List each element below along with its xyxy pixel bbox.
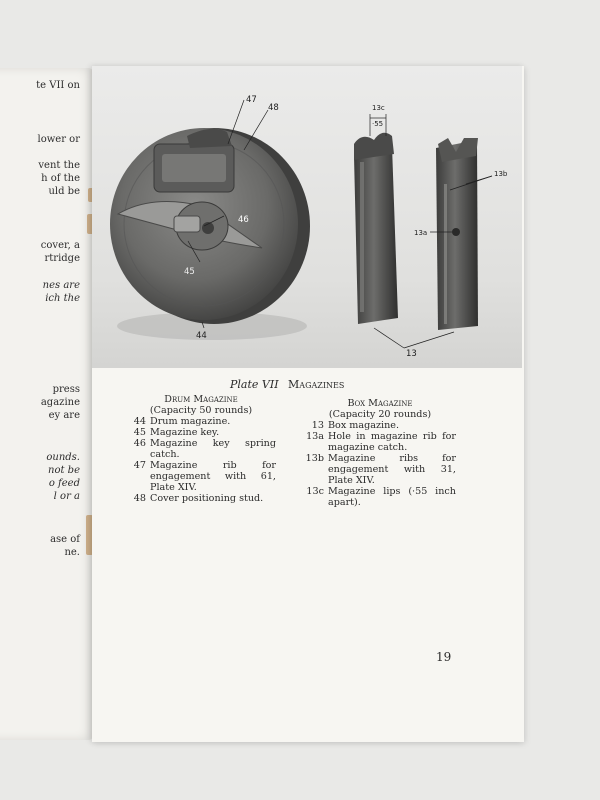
item-description: Magazine lips (·55 inch apart).: [328, 486, 456, 508]
left-page-line: ich the: [45, 293, 80, 304]
plate-title: Magazines: [288, 378, 345, 391]
left-page-line: nes are: [42, 280, 80, 291]
item-description: Drum magazine.: [150, 416, 231, 427]
item-description: Magazine key.: [150, 427, 220, 438]
item-description: Magazine ribs for engagement with 31, Plate XIV.: [328, 453, 456, 486]
item-description: Cover positioning stud.: [150, 493, 264, 504]
caption-item: [304, 420, 456, 431]
left-page-line: ey are: [48, 410, 80, 421]
item-description: Box magazine.: [328, 420, 399, 431]
item-number: 13: [311, 420, 324, 431]
caption-title: [230, 378, 344, 391]
box-heading: Box Magazine: [347, 398, 413, 409]
item-number: 13b: [305, 453, 324, 464]
drum-magazine-column: [126, 394, 276, 504]
item-number: 47: [133, 460, 146, 471]
box-magazine-front: [354, 133, 398, 324]
item-number: 48: [133, 493, 146, 504]
drum-item-list: [126, 416, 276, 504]
caption-item: [126, 493, 276, 504]
label-46: 46: [238, 215, 249, 225]
item-number: 46: [133, 438, 146, 449]
caption-item: [304, 486, 456, 508]
item-description: Hole in magazine rib for magazine catch.: [328, 431, 456, 453]
left-page-line: vent the: [38, 160, 80, 171]
item-description: Magazine rib for engagement with 61, Plate XIV.: [150, 460, 276, 493]
left-page-line: not be: [48, 465, 80, 476]
label-13: 13: [406, 349, 417, 359]
left-page-line: press: [52, 384, 80, 395]
left-page-line: h of the: [41, 173, 80, 184]
left-page: [0, 68, 94, 740]
box-item-list: [304, 420, 456, 508]
item-number: 13c: [306, 486, 324, 497]
box-magazine-side: [436, 138, 478, 330]
caption-item: [304, 431, 456, 453]
drum-capacity: (Capacity 50 rounds): [149, 405, 253, 416]
drum-heading: Drum Magazine: [164, 394, 238, 405]
label-13b: 13b: [494, 170, 508, 178]
magazine-illustration: [92, 66, 522, 368]
left-page-line: ne.: [64, 547, 80, 558]
plate-photograph: [92, 66, 522, 368]
label-13a: 13a: [414, 229, 428, 237]
caption-item: [126, 427, 276, 438]
caption-item: [126, 438, 276, 460]
label-45: 45: [184, 267, 195, 277]
item-number: 13a: [306, 431, 324, 442]
caption-item: [126, 460, 276, 493]
left-page-line: lower or: [37, 134, 80, 145]
box-magazine-column: [304, 394, 456, 508]
item-number: 45: [133, 427, 146, 438]
left-page-line: o feed: [48, 478, 80, 489]
left-page-line: uld be: [48, 186, 80, 197]
left-page-line: ounds.: [46, 452, 80, 463]
label-44: 44: [196, 331, 207, 341]
page-number: 19: [436, 650, 452, 664]
drum-magazine: [110, 128, 310, 340]
left-page-line: te VII on: [36, 80, 80, 91]
label-55: ·55: [372, 120, 384, 128]
label-13c: 13c: [372, 104, 385, 112]
box-capacity: (Capacity 20 rounds): [328, 409, 432, 420]
left-page-line: agazine: [40, 397, 80, 408]
plate-number: Plate VII: [230, 378, 279, 391]
caption-item: [304, 453, 456, 486]
left-page-line: ase of: [50, 534, 80, 545]
left-page-line: l or a: [53, 491, 80, 502]
item-description: Magazine key spring catch.: [150, 438, 276, 460]
item-number: 44: [133, 416, 146, 427]
left-page-line: rtridge: [44, 253, 80, 264]
label-47: 47: [246, 95, 257, 105]
left-page-line: cover, a: [40, 240, 80, 251]
caption-item: [126, 416, 276, 427]
label-48: 48: [268, 103, 279, 113]
